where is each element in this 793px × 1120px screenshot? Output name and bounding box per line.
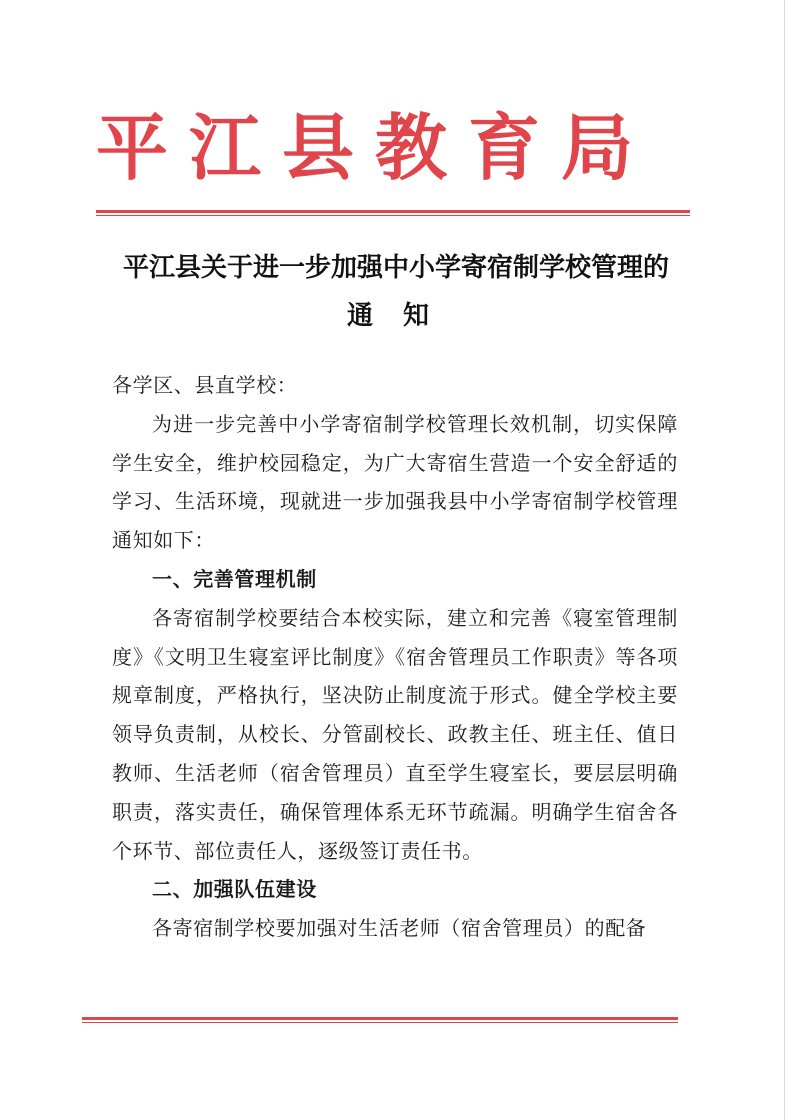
footer-rule-thick	[82, 1017, 678, 1020]
salutation: 各学区、县直学校：	[112, 373, 298, 397]
document-title-line2: 通知	[346, 301, 459, 331]
section-heading-2: 二、加强队伍建设	[152, 877, 317, 902]
document-title	[90, 244, 702, 340]
section-body-2: 各寄宿制学校要加强对生活老师（宿舍管理员）的配备	[152, 916, 647, 941]
page-edge-line	[784, 0, 785, 1120]
footer-rule-thin	[82, 1022, 678, 1023]
letterhead-title: 平江县教育局	[96, 105, 655, 190]
section-heading-1: 一、完善管理机制	[152, 566, 317, 591]
intro-paragraph: 为进一步完善中小学寄宿制学校管理长效机制，切实保障学生安全，维护校园稳定，为广大寄宿生营造一个安全舒适的学习、生活环境，现就进一步加强我县中小学寄宿制学校管理通知如下：	[112, 411, 678, 553]
letterhead-rule-thin	[96, 215, 690, 216]
section-body-1: 各寄宿制学校要结合本校实际，建立和完善《寝室管理制度》《文明卫生寝室评比制度》《宿舍管理员工作职责》等各项规章制度，严格执行，坚决防止制度流于形式。健全学校主要领导负责制，从校长、分管副校长、政教主任、班主任、值日教师、生活老师（宿舍管理员）直至学生寝室长，要层层明确职责，落实责任，确保管理体系无环节疏漏。明确学生宿舍各个环节、部位责任人，逐级签订责任书。	[112, 605, 678, 863]
document-body	[112, 366, 678, 948]
letterhead-rule-thick	[96, 210, 690, 213]
document-title-line1: 平江县关于进一步加强中小学寄宿制学校管理的	[122, 253, 669, 283]
